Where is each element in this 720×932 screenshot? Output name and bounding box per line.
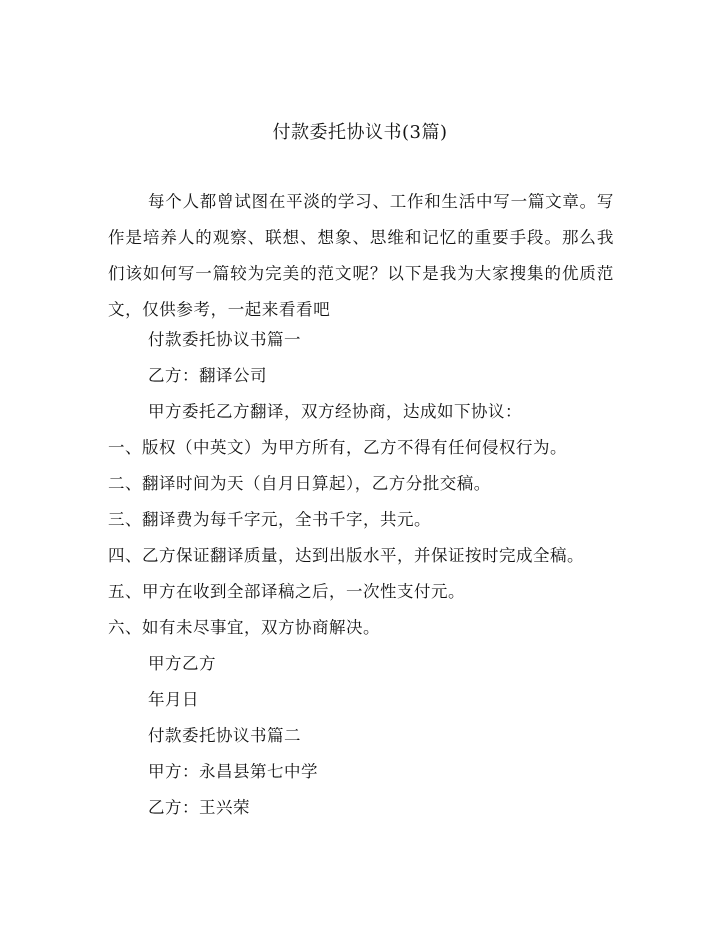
signature-parties-line: 甲方乙方	[148, 654, 216, 673]
agreement-intro-line: 甲方委托乙方翻译，双方经协商，达成如下协议：	[148, 402, 522, 421]
clause-3: 三、翻译费为每千字元，全书千字，共元。	[108, 510, 431, 529]
clause-4: 四、乙方保证翻译质量，达到出版水平，并保证按时完成全稿。	[108, 546, 584, 565]
party-b-name-line: 乙方：王兴荣	[148, 798, 250, 817]
date-line: 年月日	[148, 690, 199, 709]
party-b-line: 乙方：翻译公司	[148, 366, 267, 385]
intro-paragraph: 每个人都曾试图在平淡的学习、工作和生活中写一篇文章。写作是培养人的观察、联想、想象、思维和记忆的重要手段。那么我们该如何写一篇较为完美的范文呢？以下是我为大家搜集的优质范文，仅供参考，一起来看看吧	[108, 192, 614, 319]
section-heading-2: 付款委托协议书篇二	[148, 726, 301, 745]
clause-2: 二、翻译时间为天（自月日算起），乙方分批交稿。	[108, 474, 491, 493]
section-heading-1: 付款委托协议书篇一	[148, 330, 301, 349]
clause-1: 一、版权（中英文）为甲方所有，乙方不得有任何侵权行为。	[108, 438, 567, 457]
clause-6: 六、如有未尽事宜，双方协商解决。	[108, 618, 380, 637]
party-a-line: 甲方：永昌县第七中学	[148, 762, 318, 781]
document-title: 付款委托协议书(3篇)	[272, 122, 448, 143]
clause-5: 五、甲方在收到全部译稿之后，一次性支付元。	[108, 582, 465, 601]
